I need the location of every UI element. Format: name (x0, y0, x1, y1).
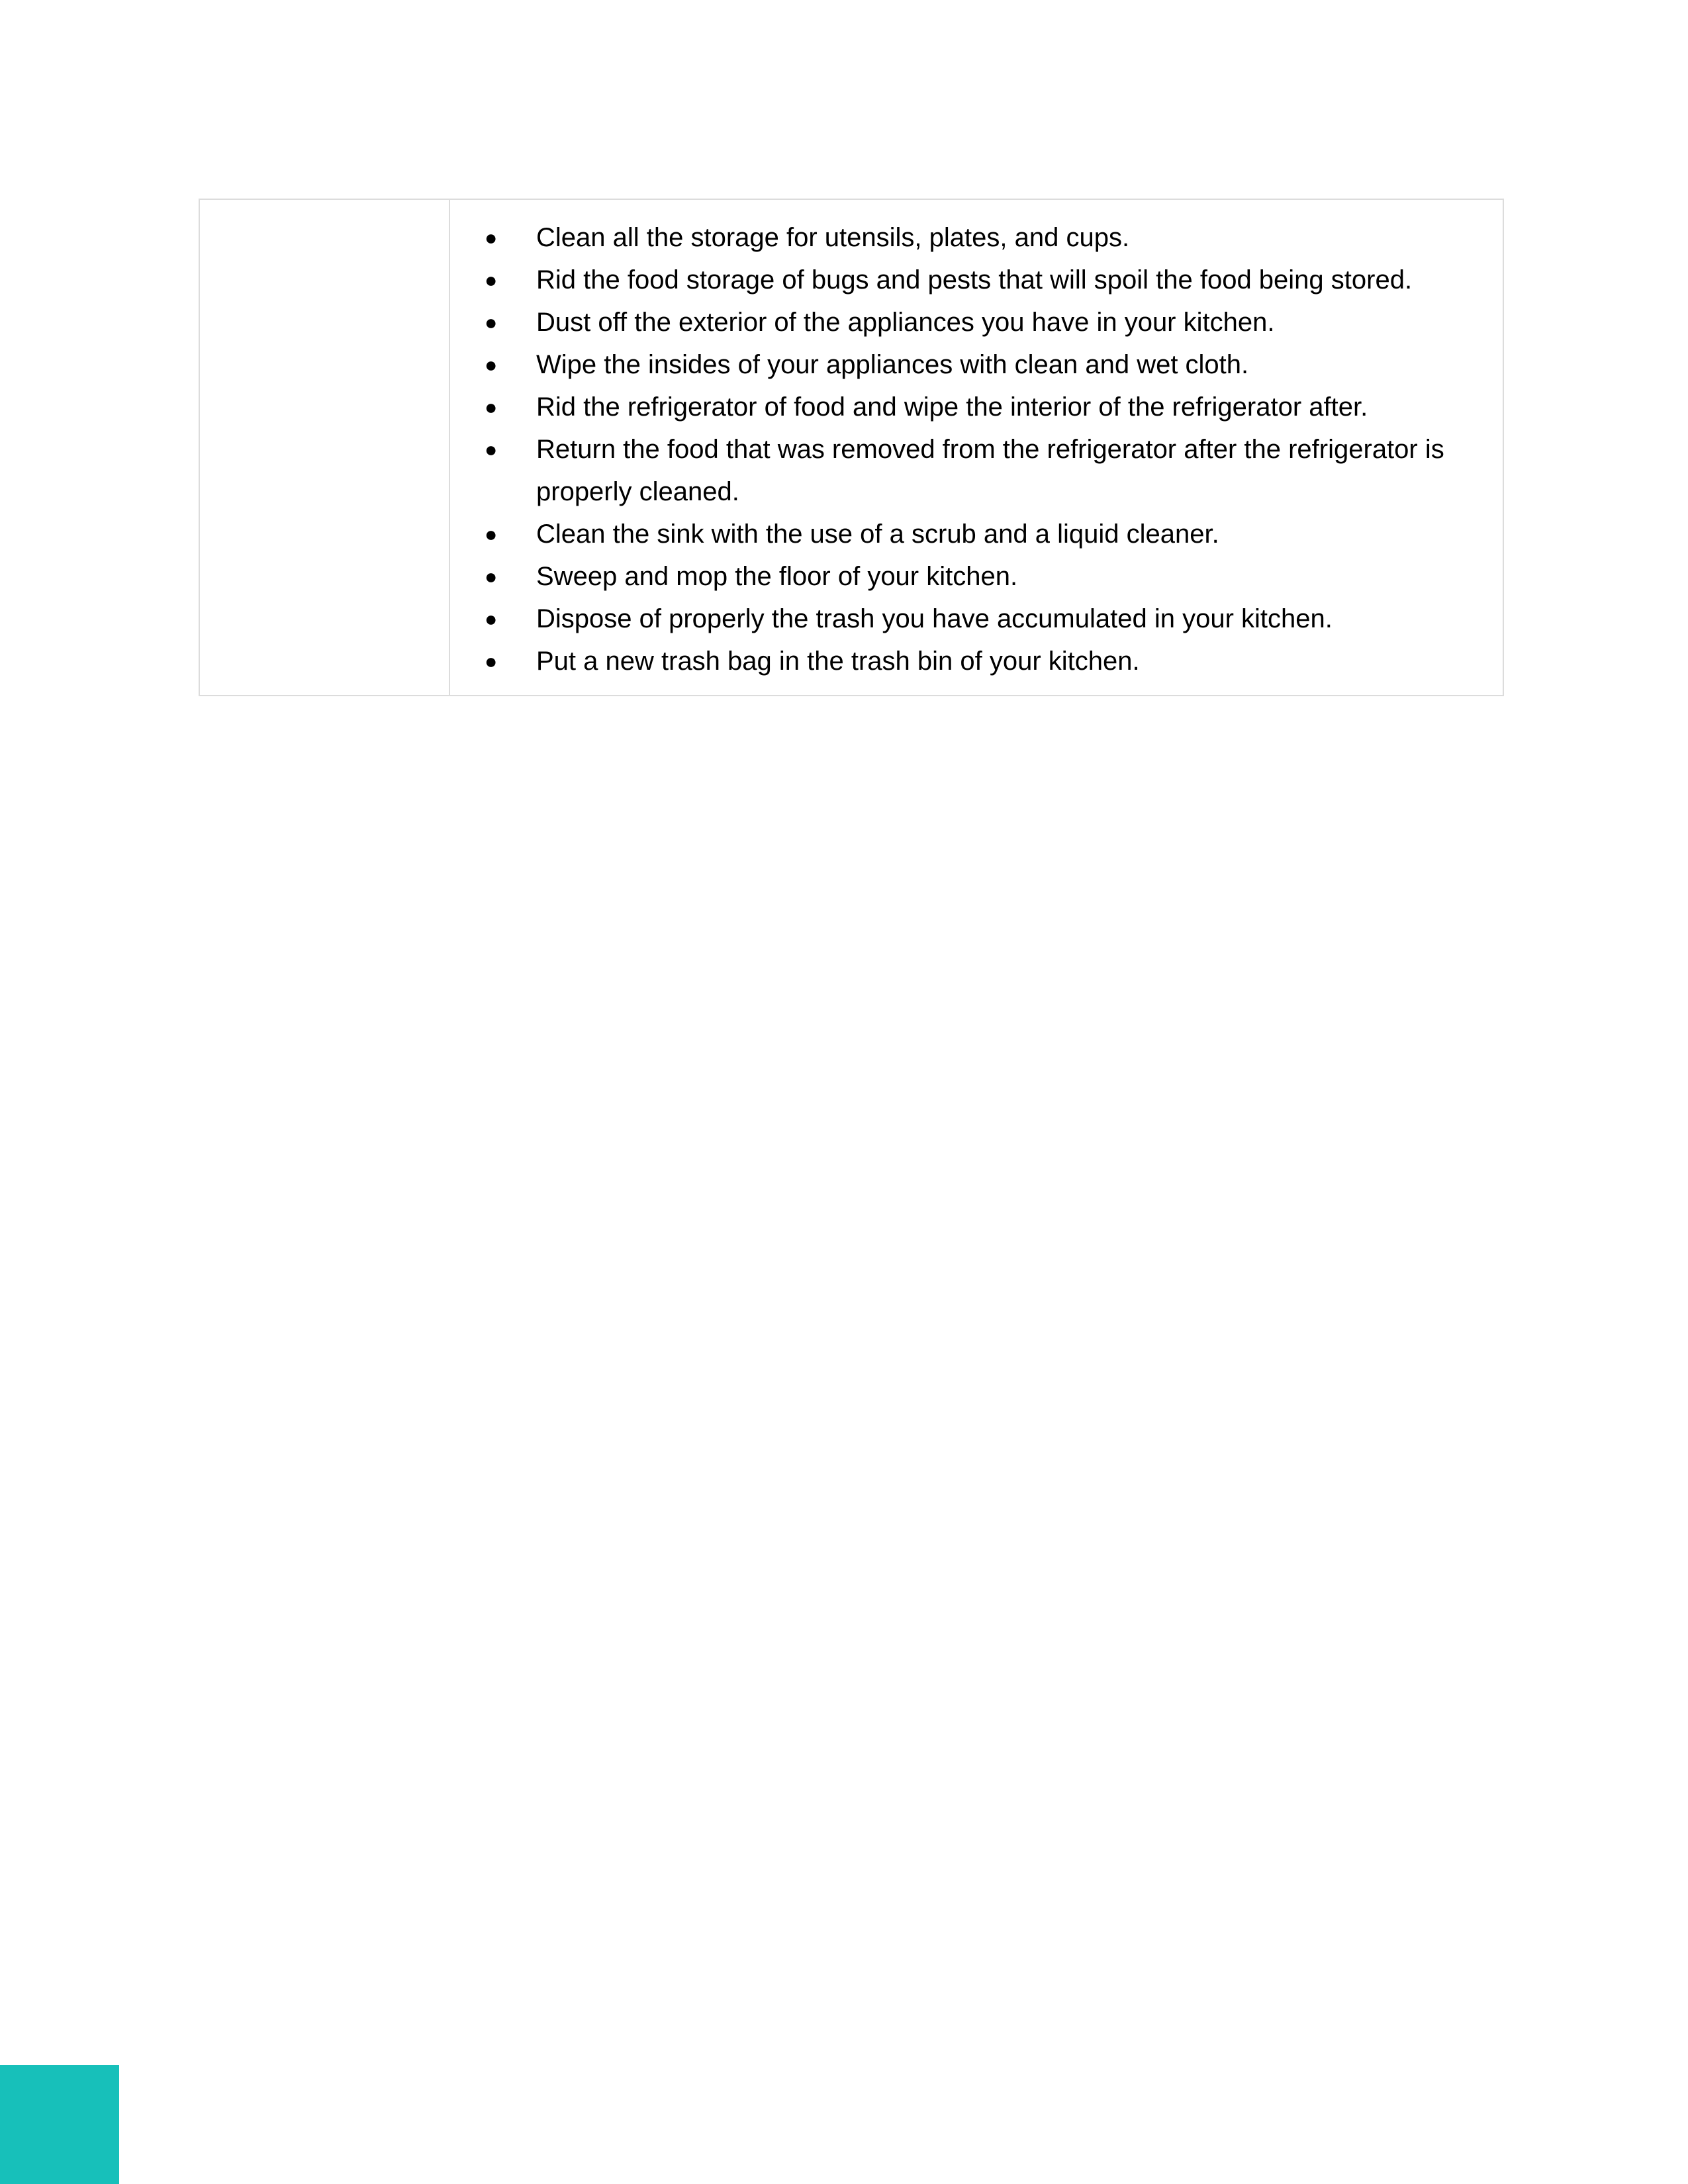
bullet-icon: ● (485, 268, 498, 292)
bullet-icon: ● (485, 565, 498, 588)
list-item (450, 386, 1503, 428)
list-item-text: Put a new trash bag in the trash bin of your kitchen. (536, 647, 1140, 676)
table-left-cell (200, 200, 450, 695)
bullet-icon: ● (485, 395, 498, 419)
list-item (450, 343, 1503, 386)
list-item-text: Wipe the insides of your appliances with clean and wet cloth. (536, 350, 1249, 379)
list-item-text: Return the food that was removed from the refrigerator after the refrigerator is properly cleaned. (536, 435, 1444, 506)
list-item-text: Sweep and mop the floor of your kitchen. (536, 562, 1018, 591)
bullet-icon: ● (485, 437, 498, 461)
list-item-text: Clean the sink with the use of a scrub and a liquid cleaner. (536, 520, 1219, 549)
list-item (450, 216, 1503, 259)
bullet-icon: ● (485, 226, 498, 250)
bullet-icon: ● (485, 353, 498, 377)
table-right-cell (450, 200, 1503, 695)
bullet-icon: ● (485, 649, 498, 673)
list-item-text: Rid the refrigerator of food and wipe the interior of the refrigerator after. (536, 392, 1368, 422)
accent-corner-block (0, 2065, 119, 2184)
list-item-text: Clean all the storage for utensils, plates, and cups. (536, 223, 1130, 252)
list-item-text: Rid the food storage of bugs and pests that will spoil the food being stored. (536, 265, 1413, 295)
bullet-icon: ● (485, 607, 498, 631)
task-list (450, 216, 1503, 682)
checklist-table (199, 199, 1504, 696)
list-item (450, 428, 1503, 513)
bullet-icon: ● (485, 522, 498, 546)
list-item (450, 598, 1503, 640)
list-item (450, 301, 1503, 343)
list-item (450, 259, 1503, 301)
list-item (450, 640, 1503, 682)
list-item-text: Dispose of properly the trash you have accumulated in your kitchen. (536, 604, 1333, 633)
list-item (450, 513, 1503, 555)
list-item (450, 555, 1503, 598)
list-item-text: Dust off the exterior of the appliances you have in your kitchen. (536, 308, 1275, 337)
bullet-icon: ● (485, 310, 498, 334)
